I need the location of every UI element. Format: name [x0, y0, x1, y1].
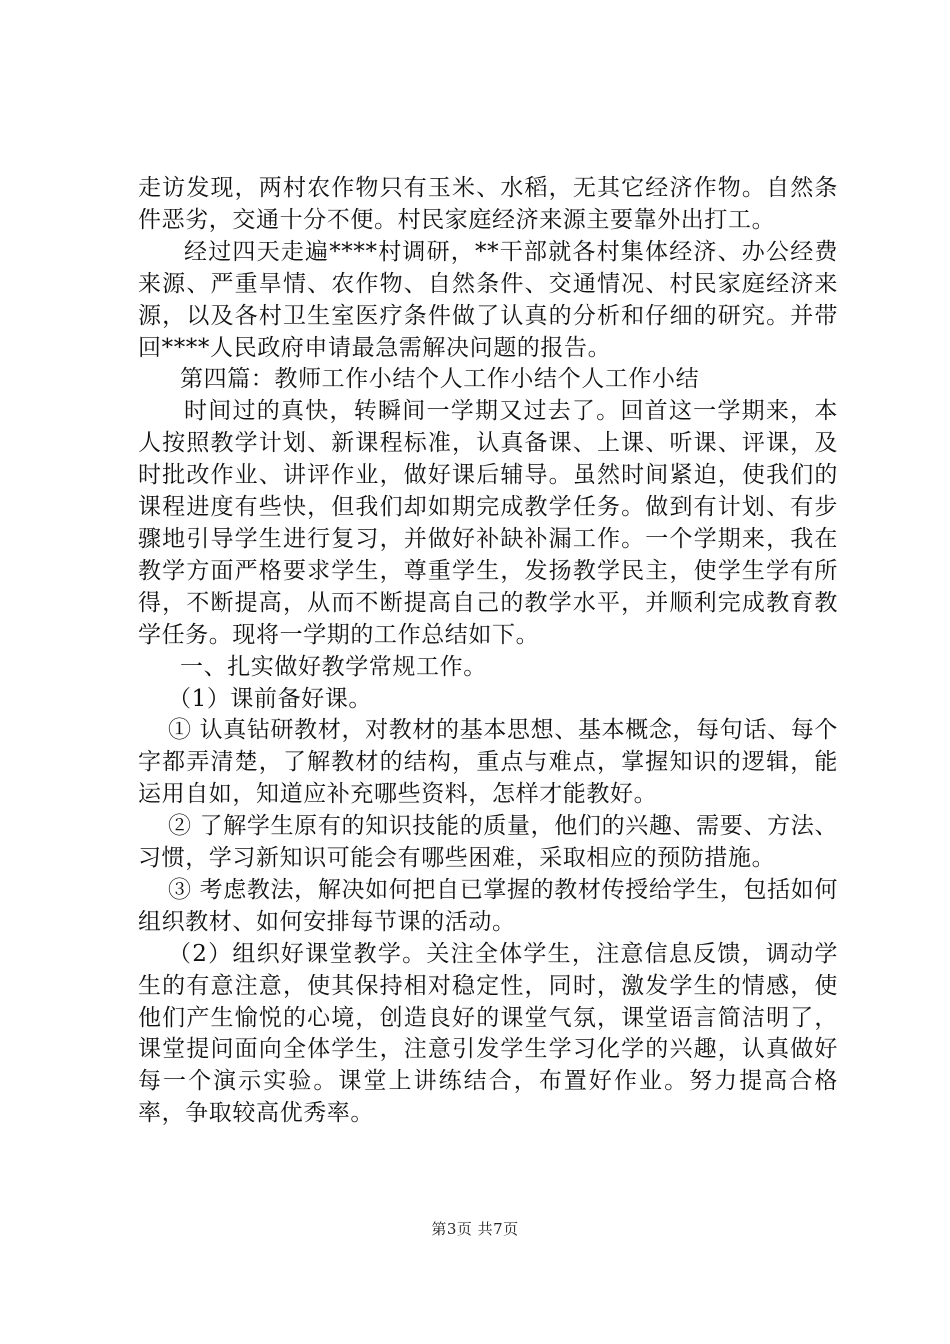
- document-body: [138, 173, 838, 1130]
- paragraph-continuation: 走访发现，两村农作物只有玉米、水稻，无其它经济作物。自然条件恶劣，交通十分不便。村民家庭经济来源主要靠外出打工。: [138, 175, 838, 233]
- page-number: 第3页 共7页: [431, 1220, 519, 1238]
- paragraph-classroom-teaching: （2）组织好课堂教学。关注全体学生，注意信息反馈，调动学生的有意注意，使其保持相对稳定性，同时，激发学生的情感，使他们产生愉悦的心境，创造良好的课堂气氛，课堂语言简洁明了，课堂提问面向全体学生，注意引发学生学习化学的兴趣，认真做好每一个演示实验。课堂上讲练结合，布置好作业。努力提高合格率，争取较高优秀率。: [138, 940, 838, 1127]
- subheading-prepare-lessons: （1）课前备好课。: [168, 685, 373, 712]
- list-item-teaching-methods: ③ 考虑教法，解决如何把自已掌握的教材传授给学生，包括如何组织教材、如何安排每节课的活动。: [138, 876, 838, 935]
- heading-routine-work: 一、扎实做好教学常规工作。: [180, 653, 487, 680]
- page-footer: [0, 1218, 950, 1239]
- paragraph-intro: 时间过的真快，转瞬间一学期又过去了。回首这一学期来，本人按照教学计划、新课程标准，认真备课、上课、听课、评课，及时批改作业、讲评作业，做好课后辅导。虽然时间紧迫，使我们的课程进度有些快，但我们却如期完成教学任务。做到有计划、有步骤地引导学生进行复习，并做好补缺补漏工作。一个学期来，我在教学方面严格要求学生，尊重学生，发扬教学民主，使学生学有所得，不断提高，从而不断提高自己的教学水平，并顺利完成教育教学任务。现将一学期的工作总结如下。: [138, 398, 838, 648]
- list-item-understand-students: ② 了解学生原有的知识技能的质量，他们的兴趣、需要、方法、习惯，学习新知识可能会有哪些困难，采取相应的预防措施。: [138, 813, 838, 872]
- paragraph-survey-summary: 经过四天走遍****村调研，**干部就各村集体经济、办公经费来源、严重旱情、农作物、自然条件、交通情况、村民家庭经济来源，以及各村卫生室医疗条件做了认真的分析和仔细的研究。并带回****人民政府申请最急需解决问题的报告。: [138, 238, 838, 361]
- list-item-study-materials: ① 认真钻研教材，对教材的基本思想、基本概念，每句话、每个字都弄清楚，了解教材的结构，重点与难点，掌握知识的逻辑，能运用自如，知道应补充哪些资料，怎样才能教好。: [138, 717, 838, 808]
- section-title: 第四篇：教师工作小结个人工作小结个人工作小结: [180, 366, 700, 393]
